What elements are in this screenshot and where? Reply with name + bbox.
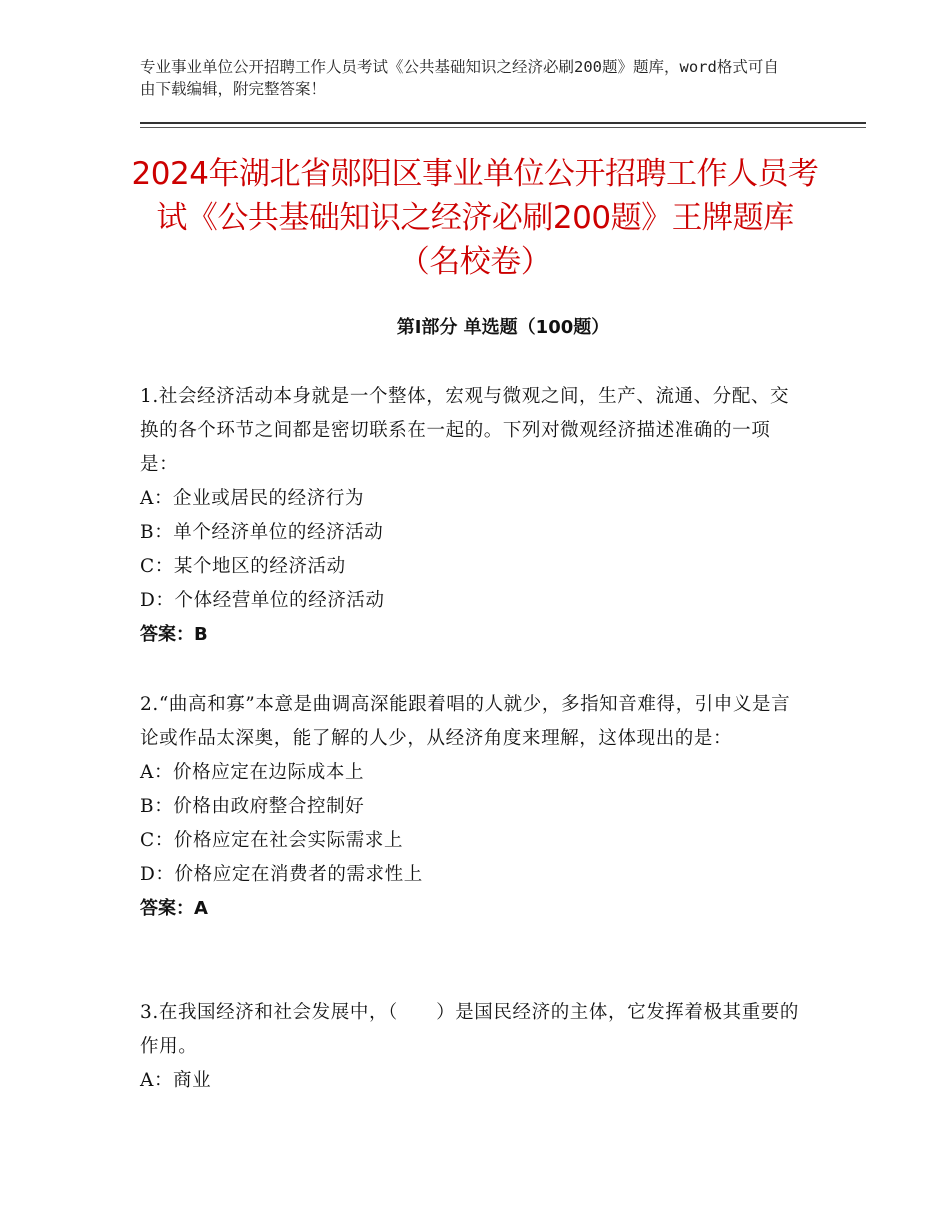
question-2: [140, 688, 800, 926]
header-divider-thin: [140, 127, 866, 128]
header-divider-thick: [140, 122, 866, 124]
question-1: [140, 380, 800, 652]
document-title: 2024年湖北省郧阳区事业单位公开招聘工作人员考试《公共基础知识之经济必刷200题》王牌题库（名校卷）: [131, 156, 819, 280]
option-c: C：价格应定在社会实际需求上: [140, 830, 404, 851]
question-stem: 2.“曲高和寡”本意是曲调高深能跟着唱的人就少，多指知音难得，引申义是言论或作品太深奥，能了解的人少，从经济角度来理解，这体现出的是：: [140, 694, 791, 749]
question-stem: 1.社会经济活动本身就是一个整体，宏观与微观之间，生产、流通、分配、交换的各个环节之间都是密切联系在一起的。下列对微观经济描述准确的一项是：: [140, 386, 790, 475]
option-b: B：价格由政府整合控制好: [140, 796, 365, 817]
header-note: 专业事业单位公开招聘工作人员考试《公共基础知识之经济必刷200题》题库，word格式可自由下载编辑，附完整答案！: [140, 58, 779, 98]
option-d: D：个体经营单位的经济活动: [140, 590, 385, 611]
option-c: C：某个地区的经济活动: [140, 556, 346, 577]
question-stem: 3.在我国经济和社会发展中，（ ）是国民经济的主体，它发挥着极其重要的作用。: [140, 1002, 800, 1057]
section-title: 第Ⅰ部分 单选题（100题）: [396, 317, 610, 338]
option-a: A：企业或居民的经济行为: [140, 488, 365, 509]
answer: 答案：A: [140, 898, 208, 919]
answer: 答案：B: [140, 624, 208, 645]
option-d: D：价格应定在消费者的需求性上: [140, 864, 423, 885]
option-b: B：单个经济单位的经济活动: [140, 522, 384, 543]
option-a: A：商业: [140, 1070, 212, 1091]
option-a: A：价格应定在边际成本上: [140, 762, 365, 783]
question-3: [140, 996, 800, 1098]
